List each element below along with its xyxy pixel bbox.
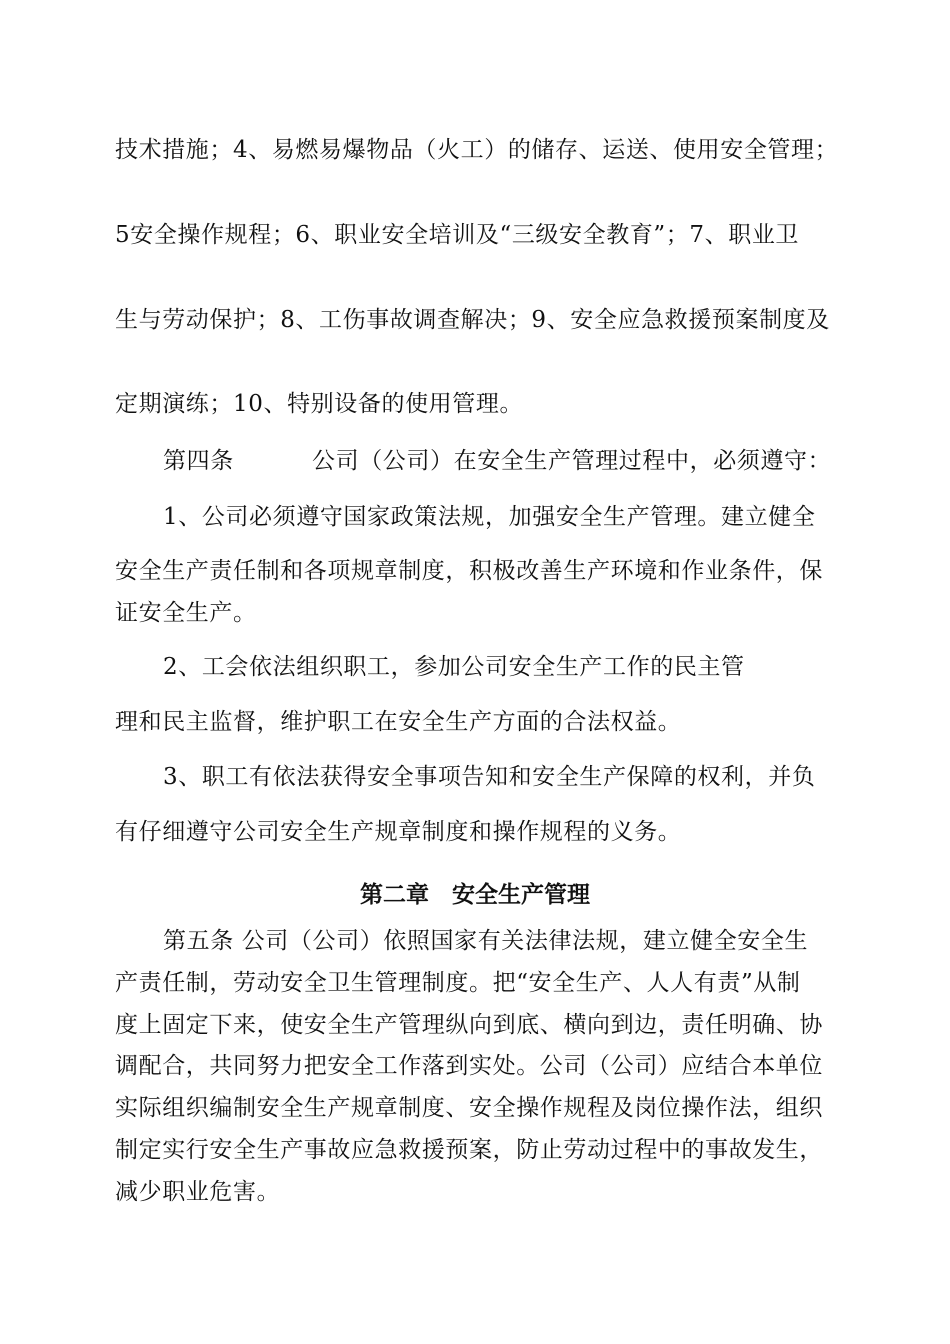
text-line: 第五条 公司（公司）依照国家有关法律法规，建立健全安全生 <box>163 928 809 954</box>
text-line: 产责任制，劳动安全卫生管理制度。把“安全生产、人人有责”从制 <box>115 970 801 996</box>
text-line: 理和民主监督，维护职工在安全生产方面的合法权益。 <box>115 709 682 735</box>
chapter-heading: 第二章 安全生产管理 <box>360 881 590 908</box>
text-line: 实际组织编制安全生产规章制度、安全操作规程及岗位操作法，组织 <box>115 1095 823 1121</box>
text-line: 1、公司必须遵守国家政策法规，加强安全生产管理。建立健全 <box>163 504 816 530</box>
text-line: 证安全生产。 <box>115 600 257 626</box>
text-line: 调配合，共同努力把安全工作落到实处。公司（公司）应结合本单位 <box>115 1053 823 1079</box>
text-line: 有仔细遵守公司安全生产规章制度和操作规程的义务。 <box>115 819 682 845</box>
text-line: 3、职工有依法获得安全事项告知和安全生产保障的权利，并负 <box>163 764 816 790</box>
text-line: 安全生产责任制和各项规章制度，积极改善生产环境和作业条件，保 <box>115 558 823 584</box>
text-line: 生与劳动保护；8、工伤事故调查解决；9、安全应急救援预案制度及 <box>115 307 830 333</box>
text-line: 5安全操作规程；6、职业安全培训及“三级安全教育”；7、职业卫 <box>115 222 800 248</box>
text-line: 技术措施；4、易燃易爆物品（火工）的储存、运送、使用安全管理； <box>115 137 839 163</box>
text-line: 制定实行安全生产事故应急救援预案，防止劳动过程中的事故发生， <box>115 1137 823 1163</box>
article-text: 公司（公司）在安全生产管理过程中，必须遵守： <box>312 448 832 474</box>
text-line: 度上固定下来，使安全生产管理纵向到底、横向到边，责任明确、协 <box>115 1012 823 1038</box>
text-line: 定期演练；10、特别设备的使用管理。 <box>115 391 524 417</box>
text-line: 减少职业危害。 <box>115 1179 281 1205</box>
article-label: 第四条 <box>163 448 234 474</box>
text-line: 2、工会依法组织职工，参加公司安全生产工作的民主管 <box>163 654 745 680</box>
